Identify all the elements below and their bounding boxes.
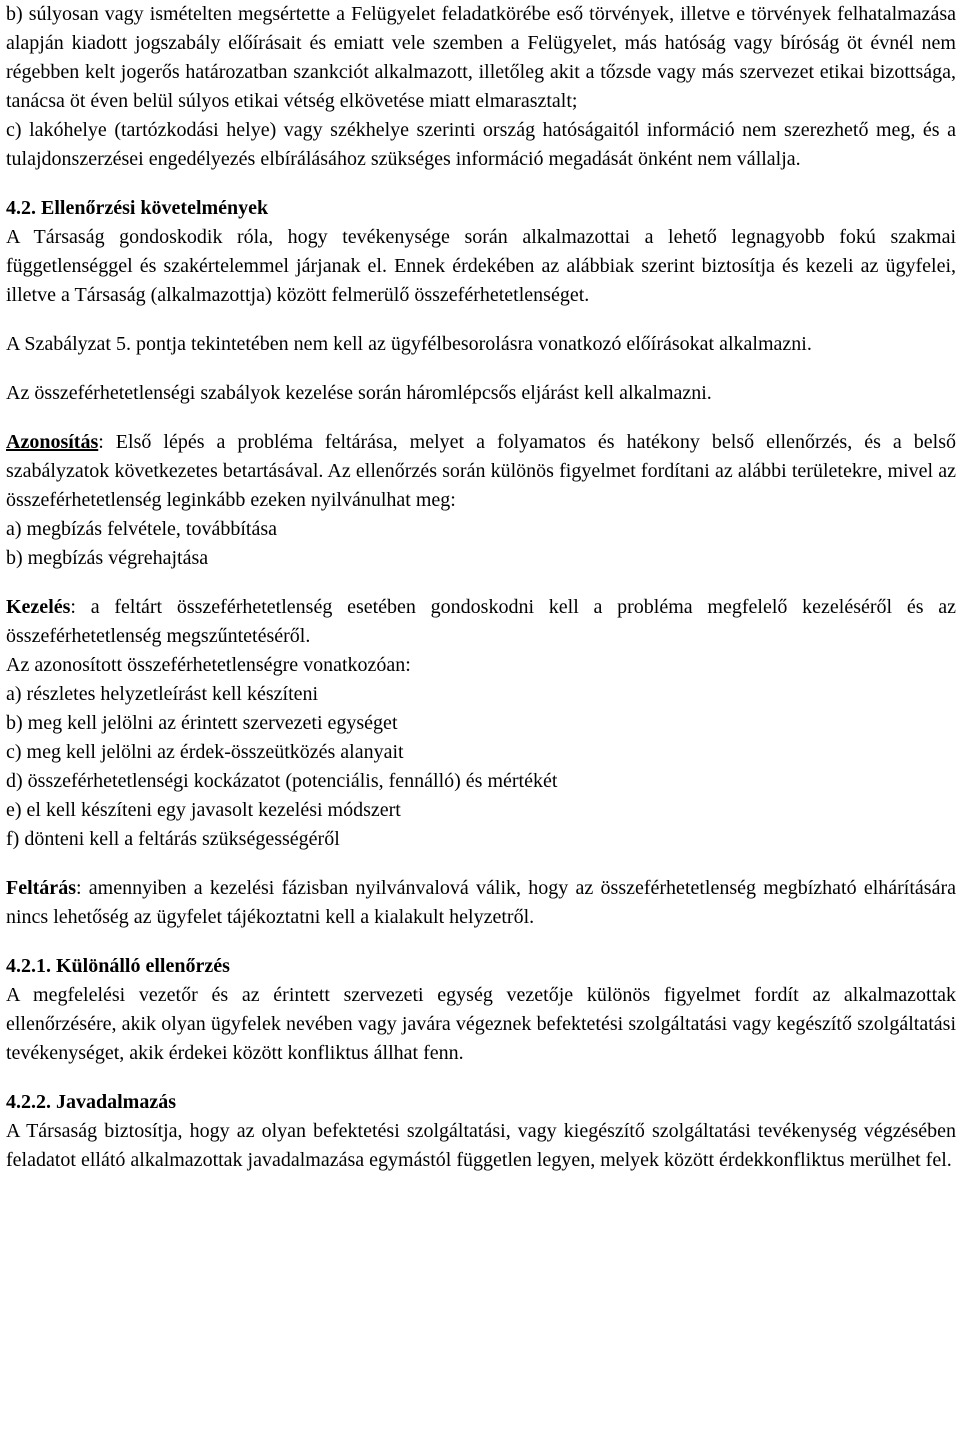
spacer [6,408,956,428]
list-item: c) meg kell jelölni az érdek-összeütközés alanyait [6,741,404,763]
paragraph-independence: A Társaság gondoskodik róla, hogy tevékenysége során alkalmazottai a lehető legnagyobb fokú szakmai függetlenséggel és szakértelemmel járjanak el. Ennek érdekében az alábbiak szerint biztosítja és kezeli az ügyfelei, illetve a Társaság (alkalmazottja) között felmerülő összeférhetetlenséget. [6,226,956,306]
list-item: e) el kell készíteni egy javasolt kezelési módszert [6,799,401,821]
section-heading-4-2: 4.2. Ellenőrzési követelmények [6,197,269,219]
paragraph-kezeles [6,593,956,651]
azonositas-label: Azonosítás [6,431,99,453]
list-item: b) megbízás végrehajtása [6,547,209,569]
section-heading-4-2-2: 4.2.2. Javadalmazás [6,1091,176,1113]
paragraph-separate-control: A megfelelési vezetőr és az érintett szervezeti egység vezetője különös figyelmet fordít az alkalmazottak ellenőrzésére, akik olyan ügyfelek nevében vagy javára végeznek befektetési szolgáltatási vagy kegészítő szolgáltatási tevékenységet, akik érdekei között konfliktus állhat fenn. [6,984,956,1064]
paragraph-three-step: Az összeférhetetlenségi szabályok kezelése során háromlépcsős eljárást kell alkalmazni. [6,382,712,404]
spacer [6,310,956,330]
feltaras-text: : amennyiben a kezelési fázisban nyilvánvalová válik, hogy az összeférhetetlenség megbízható elhárítására nincs lehetőség az ügyfelet tájékoztatni kell a kialakult helyzetről. [6,877,956,928]
feltaras-label: Feltárás [6,877,76,899]
list-item: d) összeférhetetlenségi kockázatot (potenciális, fennálló) és mértékét [6,770,558,792]
spacer [6,932,956,952]
paragraph-c-item: c) lakóhelye (tartózkodási helye) vagy székhelye szerinti ország hatóságaitól információ nem szerezhető meg, és a tulajdonszerzései engedélyezés elbírálásához szükséges információ megadását önként nem vállalja. [6,119,956,170]
spacer [6,573,956,593]
spacer [6,359,956,379]
spacer [6,854,956,874]
spacer [6,1068,956,1088]
kezeles-label: Kezelés [6,596,71,618]
paragraph-regulation-5: A Szabályzat 5. pontja tekintetében nem kell az ügyfélbesorolásra vonatkozó előírásokat alkalmazni. [6,333,812,355]
paragraph-b-item: b) súlyosan vagy ismételten megsértette a Felügyelet feladatkörébe eső törvények, illetve e törvények felhatalmazása alapján kiadott jogszabály előírásait és emiatt vele szemben a Felügyelet, más hatóság vagy bíróság öt évnél nem régebben kelt jogerős határozatban szankciót alkalmazott, illetőleg akit a tőzsde vagy más szervezet etikai bizottsága, tanácsa öt éven belül súlyos etikai vétség elkövetése miatt elmarasztalt; [6,3,956,112]
paragraph-feltaras [6,874,956,932]
list-item: a) megbízás felvétele, továbbítása [6,518,277,540]
list-item: b) meg kell jelölni az érintett szervezeti egységet [6,712,398,734]
list-item: a) részletes helyzetleírást kell készíteni [6,683,319,705]
paragraph-remuneration: A Társaság biztosítja, hogy az olyan befektetési szolgáltatási, vagy kiegészítő szolgáltatási tevékenység végzésében feladatot ellátó alkalmazottak javadalmazása egymástól független legyen, melyek között érdekkonfliktus merülhet fel. [6,1120,956,1171]
kezeles-intro: Az azonosított összeférhetetlenségre vonatkozóan: [6,654,411,676]
kezeles-text: : a feltárt összeférhetetlenség esetében gondoskodni kell a probléma megfelelő kezeléséről és az összeférhetetlenség megszűntetéséről. [6,596,956,647]
azonositas-text: : Első lépés a probléma feltárása, melyet a folyamatos és hatékony belső ellenőrzés, és a belső szabályzatok következetes betartásával. Az ellenőrzés során különös figyelmet fordítani az alábbi területekre, mivel az összeférhetetlenség leginkább ezeken nyilvánulhat meg: [6,431,956,511]
list-item: f) dönteni kell a feltárás szükségességéről [6,828,340,850]
paragraph-azonositas [6,428,956,515]
section-heading-4-2-1: 4.2.1. Különálló ellenőrzés [6,955,230,977]
spacer [6,174,956,194]
